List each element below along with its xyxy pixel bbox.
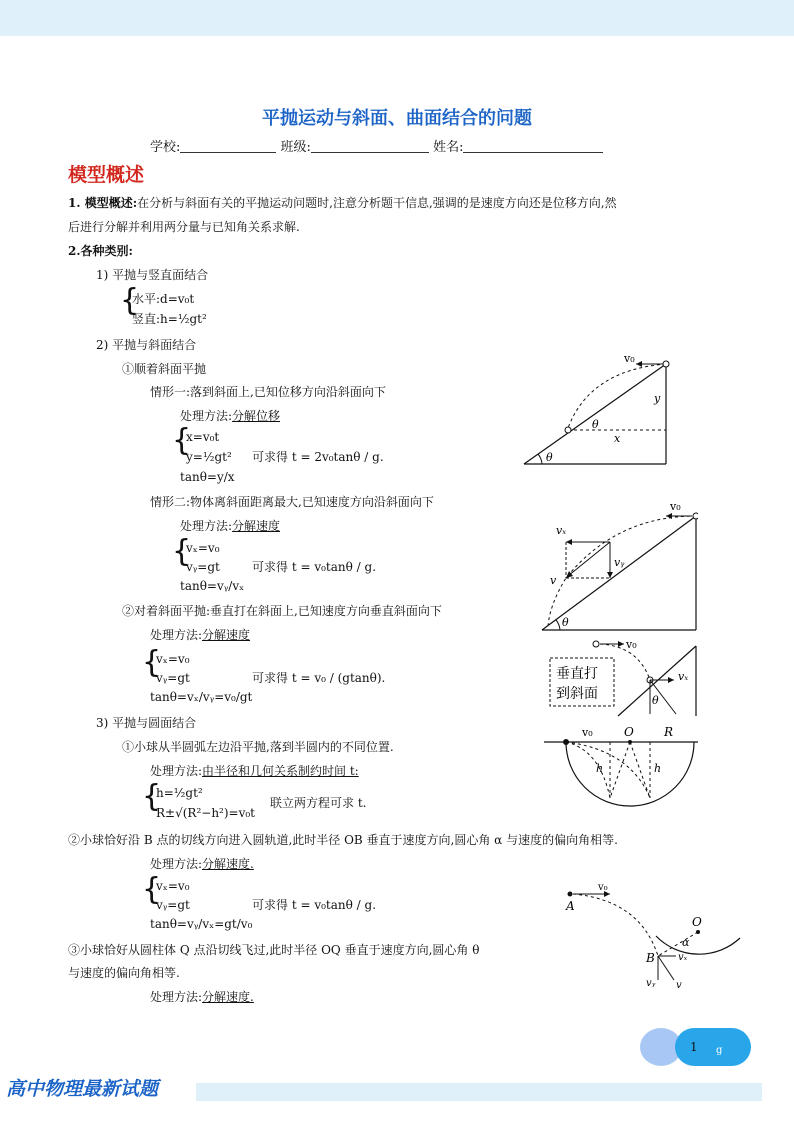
f5-O-label: O (692, 915, 702, 929)
page-badge-letter: g (716, 1045, 723, 1056)
f2-vy-label: vᵧ (614, 556, 625, 569)
f3-v0-arrowhead (618, 641, 624, 647)
f5-vy-label: vᵧ (646, 978, 656, 989)
f5-alpha-label: α (682, 936, 690, 949)
f2-v-arrow (568, 542, 610, 576)
f4-R-label: R (664, 725, 674, 739)
c2-c3-result: 可求得 t = v₀ / (gtanθ). (252, 671, 386, 685)
c3-c2-eq1: vₓ=v₀ (156, 879, 190, 893)
f2-v0-arrowhead (666, 513, 672, 519)
footer-band (196, 1083, 762, 1101)
c2-method2 (180, 519, 280, 533)
f2-v-label: v (550, 574, 557, 587)
c3-sub3-line2: 与速度的偏向角相等. (68, 966, 180, 980)
c1-brace: { (120, 283, 140, 318)
c3-c2-eq2: vᵧ=gt (156, 898, 190, 912)
f3-label2: 到斜面 (556, 686, 598, 702)
c2-c1-result: 可求得 t = 2v₀tanθ / g. (252, 450, 384, 464)
page-number: 1 (690, 1040, 698, 1054)
page-badge-dark (675, 1028, 751, 1066)
c2-brace3: { (142, 645, 162, 680)
f4-O-label: O (624, 725, 634, 739)
c1-eq2: 竖直:h=½gt² (132, 312, 207, 326)
c3-eq-result: 联立两方程可求 t. (270, 796, 367, 810)
f2-vx-arrowhead (566, 539, 572, 545)
p1-line1 (68, 196, 617, 210)
p2-label: 2.各种类别: (68, 244, 133, 258)
student-info (150, 136, 603, 155)
f1-v0-label: v₀ (624, 352, 635, 365)
c2-case1: 情形一:落到斜面上,已知位移方向沿斜面向下 (150, 385, 386, 399)
f4-v0-label: v₀ (582, 726, 593, 739)
f5-track (656, 936, 740, 954)
school-blank[interactable] (180, 140, 276, 153)
school-label: 学校: (150, 140, 181, 155)
f5-v-arrow (658, 956, 674, 980)
c2-sub1: ①顺着斜面平抛 (122, 362, 207, 376)
c2-c2-eq2: vᵧ=gt (186, 560, 220, 574)
f2-v0-label: v₀ (670, 500, 681, 513)
f5-B-label: B (646, 951, 655, 965)
c2-c1-eq3: tanθ=y/x (180, 470, 235, 484)
f1-y-label: y (654, 392, 661, 405)
figure-incline-displacement (520, 350, 680, 468)
c3-c2-eq3: tanθ=vᵧ/vₓ=gt/v₀ (150, 917, 253, 931)
f3-ball (593, 641, 599, 647)
f5-v0-label: v₀ (598, 882, 608, 893)
c2-method3-value: 分解速度 (202, 628, 251, 642)
f4-h-label1: h (596, 762, 604, 775)
f1-trajectory (568, 364, 666, 428)
c3-eq1: h=½gt² (156, 786, 203, 800)
c3-method3 (150, 990, 254, 1004)
f1-v0-arrowhead (636, 361, 642, 367)
c3-brace1: { (142, 779, 162, 814)
f5-v-label: v (676, 980, 682, 991)
f2-ball (693, 513, 698, 519)
c3-brace2: { (142, 872, 162, 907)
f1-ball (663, 361, 669, 367)
f5-trajectory (573, 894, 658, 956)
c3-method1-value: 由半径和几何关系制约时间 t: (202, 764, 359, 778)
c2-method1-value: 分解位移 (232, 409, 281, 423)
f3-label1: 垂直打 (556, 666, 598, 682)
f3-theta-label: θ (652, 694, 659, 707)
c3-method2-value: 分解速度. (202, 857, 254, 871)
c2-brace2: { (172, 534, 192, 569)
f3-vx-arrowhead (668, 677, 674, 683)
f3-v0-label: v₀ (626, 638, 637, 651)
class-label: 班级: (280, 140, 311, 155)
f1-theta-top: θ (592, 418, 599, 431)
c2-method3 (150, 628, 250, 642)
f3-vx-label: vₓ (678, 670, 689, 683)
f1-x-label: x (614, 432, 621, 445)
c3-sub1: ①小球从半圆弧左边沿平抛,落到半圆内的不同位置. (122, 740, 394, 754)
f4-h-label2: h (654, 762, 662, 775)
figure-circle-track (560, 876, 750, 994)
figure-semicircle (540, 720, 700, 820)
c2-c3-eq2: vᵧ=gt (156, 671, 190, 685)
p1-label: 1. 模型概述: (68, 196, 138, 210)
section-title: 模型概述 (68, 164, 145, 186)
c2-c1-eq2: y=½gt² (186, 450, 232, 464)
c2-method1-label: 处理方法: (180, 409, 233, 423)
c3-method2 (150, 857, 254, 871)
name-blank[interactable] (463, 140, 603, 153)
f4-r-line1 (610, 742, 630, 798)
f2-theta-label: θ (562, 616, 569, 629)
c3-sub2: ②小球恰好沿 B 点的切线方向进入圆轨道,此时半径 OB 垂直于速度方向,圆心角 α 与速度的偏向角相等. (68, 833, 618, 847)
f5-vx-label: vₓ (678, 952, 688, 963)
c2-method3-label: 处理方法: (150, 628, 203, 642)
f1-theta-base: θ (546, 451, 553, 464)
c3-title: 3) 平抛与圆面结合 (96, 716, 197, 730)
c3-sub3-line1: ③小球恰好从圆柱体 Q 点沿切线飞过,此时半径 OQ 垂直于速度方向,圆心角 θ (68, 943, 480, 957)
c2-sub2: ②对着斜面平抛:垂直打在斜面上,已知速度方向垂直斜面向下 (122, 604, 442, 618)
c2-c1-eq1: x=v₀t (186, 430, 220, 444)
f2-vy-arrowhead (607, 572, 613, 578)
c2-method2-label: 处理方法: (180, 519, 233, 533)
f4-arc (566, 742, 694, 806)
c3-c2-result: 可求得 t = v₀tanθ / g. (252, 898, 377, 912)
f5-ball (568, 892, 573, 897)
page-title: 平抛运动与斜面、曲面结合的问题 (262, 108, 532, 129)
c2-case2: 情形二:物体离斜面距离最大,已知速度方向沿斜面向下 (150, 495, 434, 509)
name-label: 姓名: (433, 140, 464, 155)
c3-method2-label: 处理方法: (150, 857, 203, 871)
f1-landing (565, 427, 571, 433)
f2-v-arrowhead (566, 571, 573, 578)
figure-perpendicular (548, 636, 700, 720)
c1-eq1: 水平:d=v₀t (132, 292, 195, 306)
c2-method1 (180, 409, 280, 423)
c2-c2-eq3: tanθ=vᵧ/vₓ (180, 579, 245, 593)
c3-method1 (150, 764, 359, 778)
c2-c3-eq3: tanθ=vₓ/vᵧ=v₀/gt (150, 690, 253, 704)
c3-method1-label: 处理方法: (150, 764, 203, 778)
c1-title: 1) 平抛与竖直面结合 (96, 268, 209, 282)
class-blank[interactable] (311, 140, 429, 153)
c2-brace1: { (172, 423, 192, 458)
f2-angle-arc (556, 620, 560, 630)
footer-brand: 高中物理最新试题 (6, 1078, 159, 1100)
c2-c2-result: 可求得 t = v₀tanθ / g. (252, 560, 377, 574)
c3-eq2: R±√(R²−h²)=v₀t (156, 806, 256, 820)
c3-method3-value: 分解速度. (202, 990, 254, 1004)
figure-incline-velocity (536, 496, 698, 636)
f2-vx-label: vₓ (556, 524, 567, 537)
f1-slope (524, 364, 666, 464)
f4-r-line2 (630, 742, 650, 798)
c2-method2-value: 分解速度 (232, 519, 281, 533)
header-band (0, 0, 794, 36)
c3-method3-label: 处理方法: (150, 990, 203, 1004)
p1-line2: 后进行分解并利用两分量与已知角关系求解. (68, 220, 300, 234)
f1-angle-arc (538, 454, 542, 464)
c2-c3-eq1: vₓ=v₀ (156, 652, 190, 666)
c2-c2-eq1: vₓ=v₀ (186, 541, 220, 555)
p1-text1: 在分析与斜面有关的平抛运动问题时,注意分析题干信息,强调的是速度方向还是位移方向,然 (137, 196, 617, 210)
f5-A-label: A (566, 899, 575, 913)
c2-title: 2) 平抛与斜面结合 (96, 338, 197, 352)
